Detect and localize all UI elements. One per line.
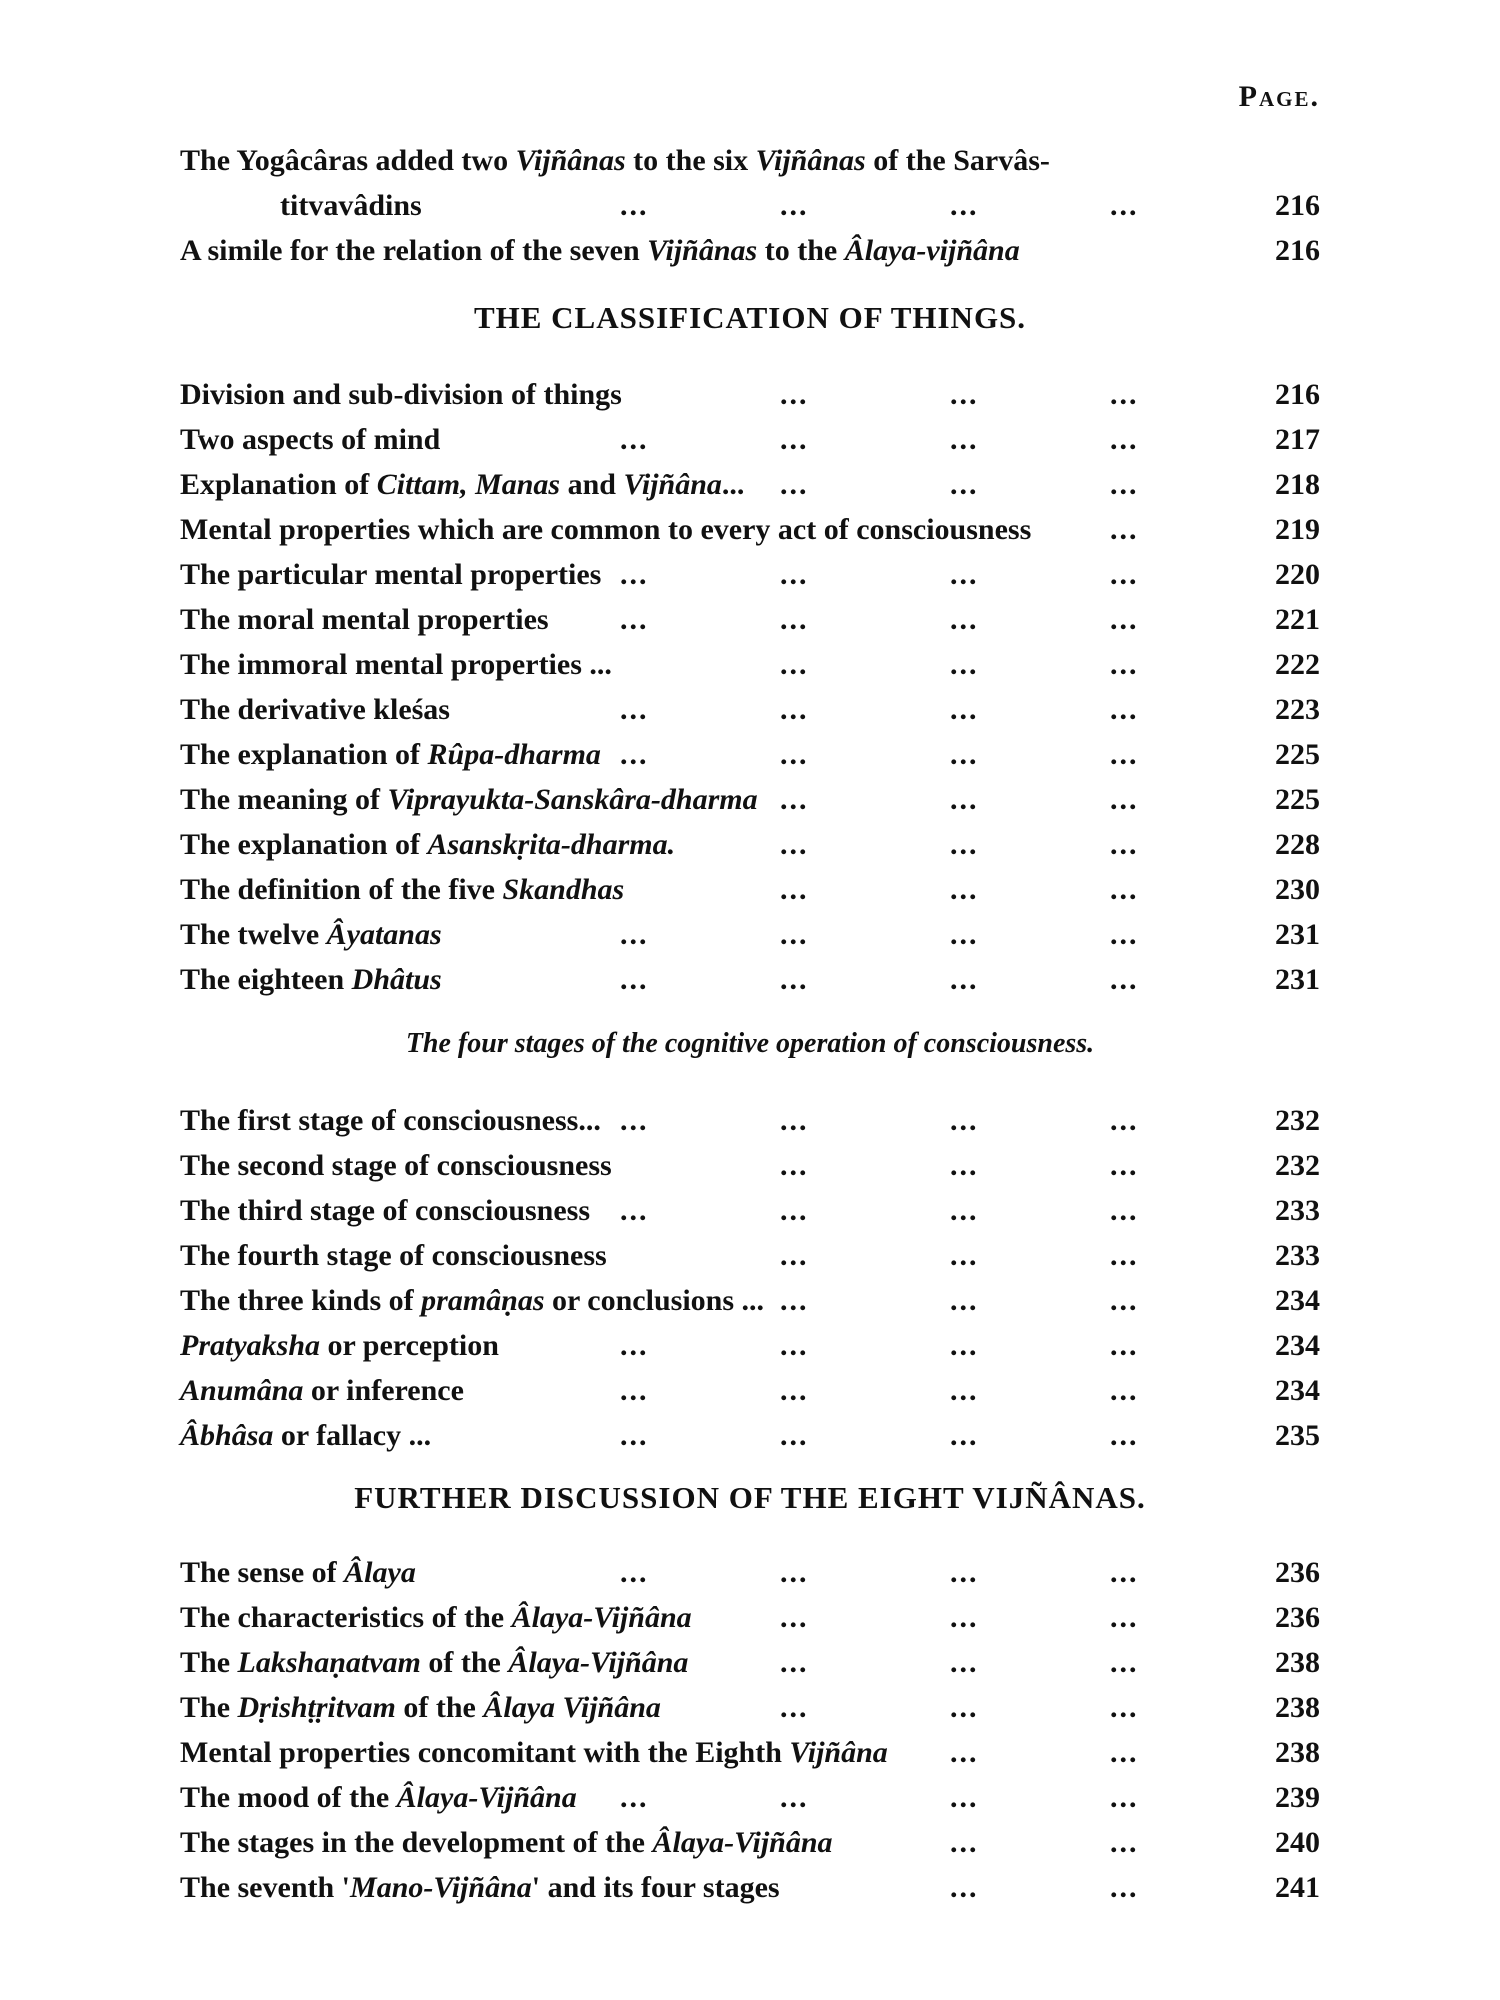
toc-entry: The first stage of consciousness... ... ... ... ... 232	[180, 1098, 1320, 1143]
entry-title: titvavâdins	[280, 189, 422, 222]
toc-entry: The second stage of consciousness ... ... ... 232	[180, 1143, 1320, 1188]
page-number: 218	[1275, 468, 1320, 501]
section3-entries	[180, 1550, 1320, 1910]
entry-title: Mental properties which are common to every act of consciousness	[180, 513, 1032, 546]
page-number: 216	[1275, 189, 1320, 222]
toc-entry: Mental properties which are common to every act of consciousness ... 219	[180, 507, 1320, 552]
toc-entry: Division and sub-division of things ... ... ... 216	[180, 372, 1320, 417]
page-number: 234	[1275, 1284, 1320, 1317]
toc-entry: The derivative kleśas ... ... ... ... 223	[180, 687, 1320, 732]
entry-title: The explanation of Asanskṛita-dharma.	[180, 828, 676, 861]
entry-title: The twelve Âyatanas	[180, 918, 442, 951]
page-number: 223	[1275, 693, 1320, 726]
entry-title: Pratyaksha or perception	[180, 1329, 499, 1362]
toc-entry: The characteristics of the Âlaya-Vijñâna ... ... ... 236	[180, 1595, 1320, 1640]
entry-title: The fourth stage of consciousness	[180, 1239, 607, 1272]
page-number: 216	[1275, 234, 1320, 267]
intro-block	[180, 138, 1320, 273]
toc-entry: The stages in the development of the Âlaya-Vijñâna ... ... 240	[180, 1820, 1320, 1865]
entry-title: The particular mental properties	[180, 558, 602, 591]
entry-title: Division and sub-division of things	[180, 378, 622, 411]
entry-title: The mood of the Âlaya-Vijñâna	[180, 1781, 577, 1814]
entry-title: Mental properties concomitant with the Eighth Vijñâna	[180, 1736, 888, 1769]
entry-title: The immoral mental properties ...	[180, 648, 612, 681]
entry-title: The first stage of consciousness...	[180, 1104, 601, 1137]
page-number: 225	[1275, 738, 1320, 771]
page-number: 236	[1275, 1601, 1320, 1634]
entry-title: The Yogâcâras added two Vijñânas to the six Vijñânas of the Sarvâs-	[180, 144, 1050, 177]
toc-entry: The explanation of Asanskṛita-dharma. ... ... ... 228	[180, 822, 1320, 867]
page-number: 235	[1275, 1419, 1320, 1452]
entry-title: The Lakshaṇatvam of the Âlaya-Vijñâna	[180, 1646, 689, 1679]
section-subheading: The four stages of the cognitive operation of consciousness.	[405, 1028, 1095, 1059]
toc-entry: The definition of the five Skandhas ... ... ... 230	[180, 867, 1320, 912]
page-column-label: Page.	[1238, 80, 1320, 113]
toc-entry: The particular mental properties ... ... ... ... 220	[180, 552, 1320, 597]
page-number: 238	[1275, 1646, 1320, 1679]
page-number: 228	[1275, 828, 1320, 861]
toc-entry: The third stage of consciousness ... ... ... ... 233	[180, 1188, 1320, 1233]
page-number: 234	[1275, 1374, 1320, 1407]
entry-title: Anumâna or inference	[180, 1374, 464, 1407]
entry-title: The eighteen Dhâtus	[180, 963, 442, 996]
page-number: 222	[1275, 648, 1320, 681]
page-number: 241	[1275, 1871, 1320, 1904]
entry-title: A simile for the relation of the seven Vijñânas to the Âlaya-vijñâna	[180, 234, 1020, 267]
entry-title: Explanation of Cittam, Manas and Vijñâna...	[180, 468, 745, 501]
page-number: 238	[1275, 1691, 1320, 1724]
toc-entry: The eighteen Dhâtus ... ... ... ... 231	[180, 957, 1320, 1002]
page-number: 231	[1275, 918, 1320, 951]
toc-entry: The moral mental properties ... ... ... ... 221	[180, 597, 1320, 642]
toc-entry: The sense of Âlaya ... ... ... ... 236	[180, 1550, 1320, 1595]
toc-entry: Pratyaksha or perception ... ... ... ... 234	[180, 1323, 1320, 1368]
entry-title: The characteristics of the Âlaya-Vijñâna	[180, 1601, 692, 1634]
toc-entry	[180, 228, 1320, 273]
toc-entry: The mood of the Âlaya-Vijñâna ... ... ... ... 239	[180, 1775, 1320, 1820]
toc-entry: titvavâdins ... ... ... ... 216	[180, 183, 1320, 228]
page-number: 236	[1275, 1556, 1320, 1589]
toc-entry: The Dṛishṭṛitvam of the Âlaya Vijñâna ... ... ... 238	[180, 1685, 1320, 1730]
page-number: 230	[1275, 873, 1320, 906]
page-number: 240	[1275, 1826, 1320, 1859]
page-number: 234	[1275, 1329, 1320, 1362]
toc-entry: The Lakshaṇatvam of the Âlaya-Vijñâna ... ... ... 238	[180, 1640, 1320, 1685]
entry-title: The meaning of Viprayukta-Sanskâra-dharma	[180, 783, 758, 816]
section-classification	[180, 300, 1320, 336]
entry-title: The derivative kleśas	[180, 693, 450, 726]
toc-entry: Âbhâsa or fallacy ... ... ... ... ... 235	[180, 1413, 1320, 1458]
page-number: 221	[1275, 603, 1320, 636]
entry-title: The three kinds of pramâṇas or conclusions ...	[180, 1284, 765, 1317]
toc-entry: The seventh 'Mano-Vijñâna' and its four stages ... ... 241	[180, 1865, 1320, 1910]
section-heading: THE CLASSIFICATION OF THINGS.	[473, 300, 1027, 335]
entry-title: The third stage of consciousness	[180, 1194, 591, 1227]
page-number: 233	[1275, 1194, 1320, 1227]
section2-entries	[180, 1098, 1320, 1458]
toc-entry: Two aspects of mind ... ... ... ... 217	[180, 417, 1320, 462]
entry-title: The moral mental properties	[180, 603, 549, 636]
entry-title: The Dṛishṭṛitvam of the Âlaya Vijñâna	[180, 1691, 661, 1724]
page-number: 239	[1275, 1781, 1320, 1814]
toc-entry: The twelve Âyatanas ... ... ... ... 231	[180, 912, 1320, 957]
page-number: 233	[1275, 1239, 1320, 1272]
entry-title: The explanation of Rûpa-dharma	[180, 738, 601, 771]
section-eight-vijnanas	[180, 1480, 1320, 1516]
toc-entry: The explanation of Rûpa-dharma ... ... ... ... 225	[180, 732, 1320, 777]
page-number: 220	[1275, 558, 1320, 591]
toc-entry: The fourth stage of consciousness ... ... ... 233	[180, 1233, 1320, 1278]
page-number: 231	[1275, 963, 1320, 996]
toc-entry: The three kinds of pramâṇas or conclusions ... ... ... ... 234	[180, 1278, 1320, 1323]
page-number: 217	[1275, 423, 1320, 456]
toc-entry: Mental properties concomitant with the Eighth Vijñâna ... ... 238	[180, 1730, 1320, 1775]
page-number: 232	[1275, 1104, 1320, 1137]
entry-title: The seventh 'Mano-Vijñâna' and its four stages	[180, 1871, 780, 1904]
toc-entry	[180, 138, 1320, 183]
page-number: 238	[1275, 1736, 1320, 1769]
page-number: 216	[1275, 378, 1320, 411]
entry-title: The second stage of consciousness	[180, 1149, 612, 1182]
entry-title: Âbhâsa or fallacy ...	[180, 1419, 432, 1452]
entry-title: Two aspects of mind	[180, 423, 441, 456]
page-number: 225	[1275, 783, 1320, 816]
entry-title: The stages in the development of the Âlaya-Vijñâna	[180, 1826, 833, 1859]
page-number: 232	[1275, 1149, 1320, 1182]
section-heading: FURTHER DISCUSSION OF THE EIGHT VIJÑÂNAS.	[354, 1480, 1146, 1515]
section-four-stages	[180, 1028, 1320, 1060]
toc-entry: The meaning of Viprayukta-Sanskâra-dharma ... ... ... 225	[180, 777, 1320, 822]
toc-entry: Anumâna or inference ... ... ... ... 234	[180, 1368, 1320, 1413]
section1-entries	[180, 372, 1320, 1002]
entry-title: The definition of the five Skandhas	[180, 873, 625, 906]
toc-entry: Explanation of Cittam, Manas and Vijñâna... ... ... ... 218	[180, 462, 1320, 507]
entry-title: The sense of Âlaya	[180, 1556, 416, 1589]
page-number: 219	[1275, 513, 1320, 546]
toc-entry: The immoral mental properties ... ... ... ... 222	[180, 642, 1320, 687]
